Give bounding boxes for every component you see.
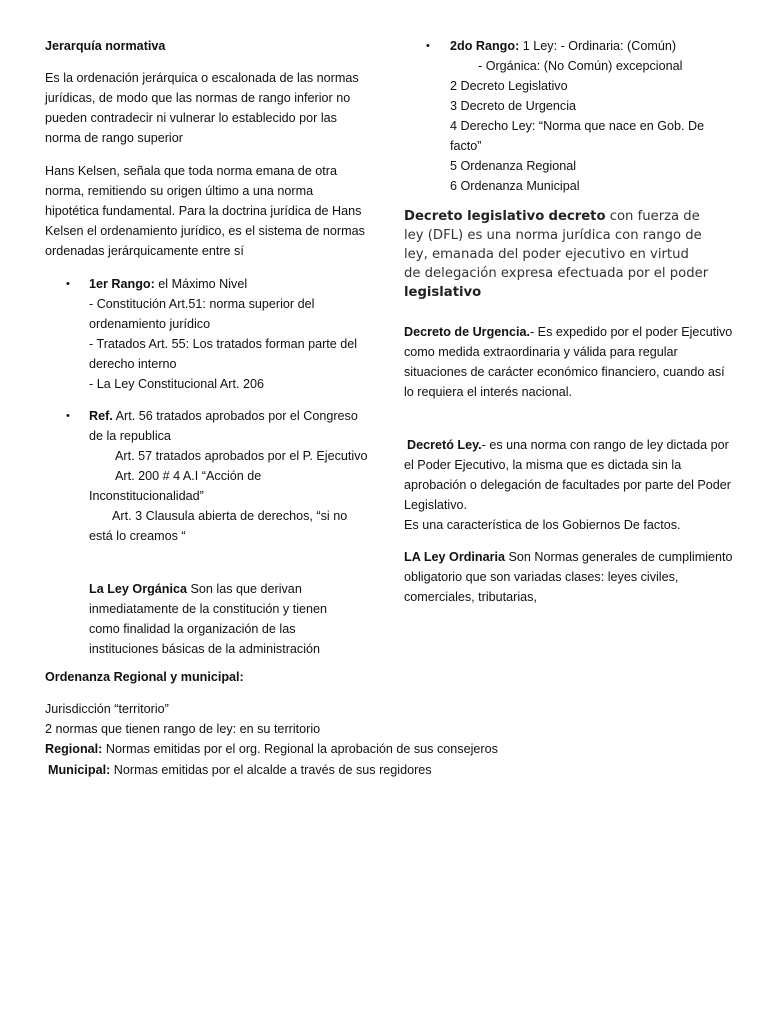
du-label: Decreto de Urgencia. — [404, 325, 530, 339]
kelsen-paragraph: Hans Kelsen, señala que toda norma emana de otra norma, remitiendo su origen último a una norma hipotética fundamental. Para la doctrina jurídica de Hans Kelsen el ordenamiento jurídico, es el sistema de normas ordenadas jerárquicamente entre sí — [45, 164, 365, 258]
bullet-marker: • — [426, 40, 430, 52]
du-text: - Es expedido por el poder Ejecutivo como medida extraordinaria y válida para regular situaciones de carácter económico financiero, cuando así lo requiera el interés nacional. — [404, 325, 733, 399]
regional-text: Normas emitidas por el org. Regional la aprobación de sus consejeros — [102, 742, 498, 756]
rango1-text: el Máximo Nivel — [154, 277, 248, 291]
dl-bold-3: legislativo — [404, 285, 482, 300]
ref-art3: Art. 3 Clausula abierta de derechos, “si no está lo creamos “ — [89, 509, 348, 543]
dl-bold-2: decreto — [548, 209, 606, 224]
decreto-ley-block — [404, 435, 734, 535]
jurisdiccion-line: Jurisdicción “territorio” — [45, 702, 169, 716]
municipal-text: Normas emitidas por el alcalde a través de sus regidores — [110, 763, 432, 777]
rango1-list-item — [45, 274, 375, 394]
rango1-item: - Tratados Art. 55: Los tratados forman parte del derecho interno — [89, 337, 358, 371]
rango2-item: 5 Ordenanza Regional — [450, 159, 577, 173]
decreto-legislativo-paragraph — [404, 207, 709, 302]
ref-list-item — [45, 406, 370, 546]
rango1-item: - Constitución Art.51: norma superior del ordenamiento jurídico — [89, 297, 315, 331]
rango2-text: 1 Ley: - Ordinaria: (Común) — [519, 39, 677, 53]
rango2-item: 2 Decreto Legislativo — [450, 79, 568, 93]
rango1-item: - La Ley Constitucional Art. 206 — [89, 377, 265, 391]
lo-label: LA Ley Ordinaria — [404, 550, 506, 564]
rango2-list-item — [404, 36, 734, 196]
lo-text: Son Normas generales de cumplimiento obligatorio que son variadas clases: leyes civiles, comerciales, tributarias, — [404, 550, 733, 604]
dley-text: - es una norma con rango de ley dictada por el Poder Ejecutivo, la misma que es dictada sin la aprobación o delegación de facultades por parte del Poder Legislativo. — [404, 438, 731, 512]
municipal-label: Municipal: — [48, 763, 111, 777]
ley-ordinaria-paragraph — [404, 547, 734, 607]
bullet-marker: • — [66, 278, 70, 290]
ref-text: Art. 56 tratados aprobados por el Congreso de la republica — [89, 409, 358, 443]
regional-line — [45, 739, 498, 759]
ref-art200: Art. 200 # 4 A.I “Acción de Inconstitucionalidad” — [89, 469, 262, 503]
rango2-item: 6 Ordenanza Municipal — [450, 179, 580, 193]
rango2-label: 2do Rango: — [450, 39, 520, 53]
ordenanza-heading: Ordenanza Regional y municipal: — [45, 670, 244, 684]
ley-organica-text: Son las que derivan inmediatamente de la constitución y tienen como finalidad la organización de las instituciones básicas de la administración — [89, 582, 328, 656]
decreto-urgencia-paragraph — [404, 322, 734, 402]
bullet-marker: • — [66, 410, 70, 422]
ley-organica-paragraph — [89, 579, 359, 659]
regional-label: Regional: — [45, 742, 103, 756]
rango2-item: 4 Derecho Ley: “Norma que nace en Gob. De facto” — [450, 119, 705, 153]
rango1-label: 1er Rango: — [89, 277, 155, 291]
ref-art57: Art. 57 tratados aprobados por el P. Ejecutivo — [115, 449, 368, 463]
dley-text-2: Es una característica de los Gobiernos De factos. — [404, 518, 681, 532]
rango2-organica: - Orgánica: (No Común) excepcional — [478, 59, 683, 73]
dl-text: con fuerza de ley (DFL) es una norma jurídica con rango de ley, emanada del poder ejecutivo en virtud de delegación expresa efectuada por el poder — [404, 209, 709, 281]
ley-organica-label: La Ley Orgánica — [89, 582, 187, 596]
section-heading-jerarquia: Jerarquía normativa — [45, 39, 166, 53]
municipal-line — [48, 760, 432, 780]
intro-paragraph: Es la ordenación jerárquica o escalonada de las normas jurídicas, de modo que las normas de rango inferior no pueden contradecir ni vulnerar lo establecido por las norma de rango superior — [45, 71, 359, 145]
ref-label: Ref. — [89, 409, 113, 423]
dl-bold-1: Decreto legislativo — [404, 209, 545, 224]
rango2-item: 3 Decreto de Urgencia — [450, 99, 577, 113]
dos-normas-line: 2 normas que tienen rango de ley: en su territorio — [45, 722, 321, 736]
dley-label: Decretó Ley. — [407, 438, 482, 452]
